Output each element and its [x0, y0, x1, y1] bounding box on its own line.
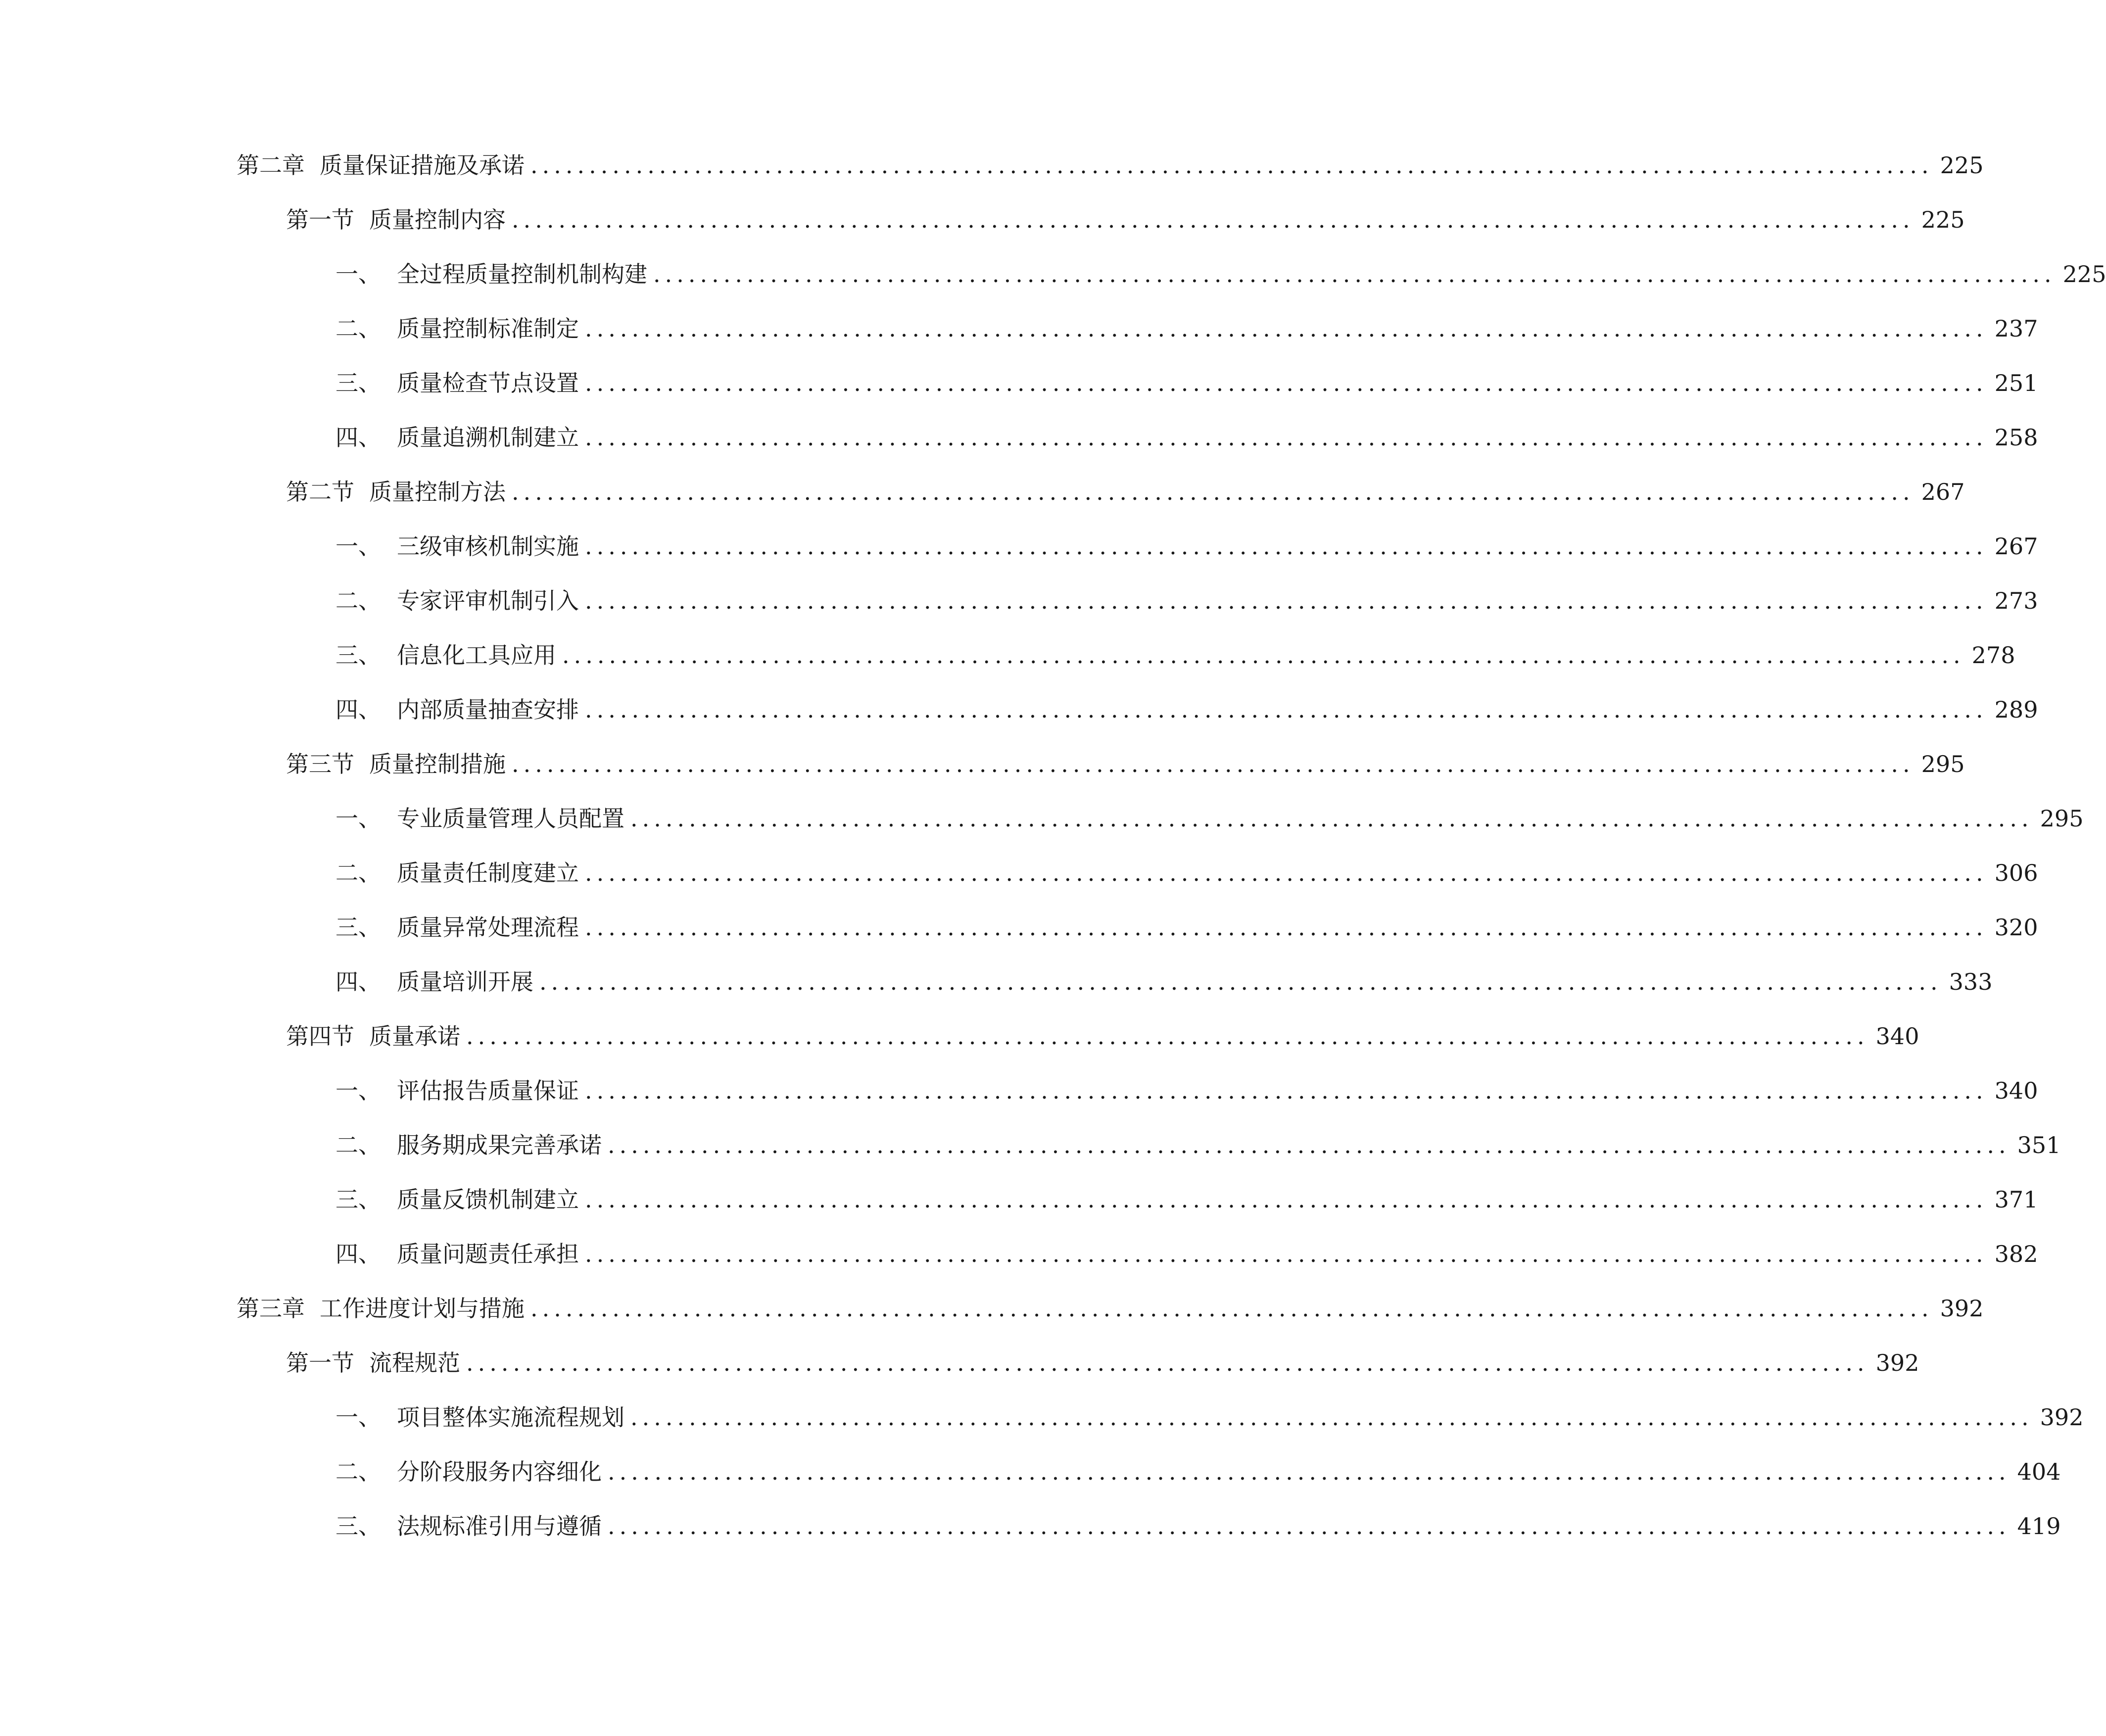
- toc-entry-number: 一、: [335, 261, 381, 288]
- toc-entry-chapter[interactable]: [237, 147, 1984, 183]
- toc-entry-title: 质量追溯机制建立: [397, 424, 579, 451]
- toc-entry-title: 质量承诺: [369, 1023, 460, 1050]
- toc-entry-number: 二、: [335, 1458, 381, 1485]
- toc-entry-page: 278: [1971, 642, 2015, 669]
- dot-leader: ........................................................................................................................: [585, 696, 1988, 723]
- toc-entry-subsection[interactable]: [335, 855, 2038, 891]
- toc-entry-page: 392: [1875, 1350, 1919, 1376]
- toc-entry-subsection[interactable]: [335, 1182, 2038, 1217]
- dot-leader: ........................................................................................................................: [608, 1132, 2010, 1158]
- toc-entry-number: 第四节: [286, 1023, 354, 1050]
- toc-entry-title: 质量异常处理流程: [397, 914, 579, 941]
- toc-entry-subsection[interactable]: [335, 1508, 2061, 1544]
- toc-entry-page: 340: [1875, 1023, 1919, 1050]
- dot-leader: ........................................................................................................................: [466, 1023, 1869, 1050]
- toc-entry-subsection[interactable]: [335, 420, 2038, 455]
- toc-entry-subsection[interactable]: [335, 1127, 2061, 1163]
- toc-entry-title: 项目整体实施流程规划: [397, 1404, 624, 1431]
- toc-entry-number: 第三节: [286, 751, 354, 777]
- dot-leader: ........................................................................................................................: [466, 1350, 1869, 1376]
- dot-leader: ........................................................................................................................: [630, 1404, 2033, 1431]
- dot-leader: ........................................................................................................................: [585, 1186, 1988, 1213]
- toc-entry-page: 225: [2062, 261, 2106, 288]
- dot-leader: ........................................................................................................................: [608, 1458, 2010, 1485]
- toc-entry-title: 专业质量管理人员配置: [397, 805, 624, 832]
- toc-entry-page: 295: [2040, 805, 2084, 832]
- toc-entry-number: 二、: [335, 315, 381, 342]
- toc-entry-title: 质量控制内容: [369, 206, 506, 233]
- dot-leader: ........................................................................................................................: [585, 533, 1988, 560]
- toc-entry-title: 服务期成果完善承诺: [397, 1132, 602, 1158]
- toc-entry-page: 251: [1994, 370, 2038, 396]
- toc-entry-chapter[interactable]: [237, 1291, 1984, 1326]
- toc-entry-number: 四、: [335, 696, 381, 723]
- toc-entry-section[interactable]: [286, 202, 1965, 238]
- toc-entry-page: 351: [2017, 1132, 2061, 1158]
- toc-entry-section[interactable]: [286, 1345, 1919, 1381]
- toc-entry-title: 三级审核机制实施: [397, 533, 579, 560]
- toc-entry-title: 评估报告质量保证: [397, 1077, 579, 1104]
- toc-entry-number: 二、: [335, 860, 381, 886]
- dot-leader: ........................................................................................................................: [512, 479, 1915, 505]
- toc-entry-number: 第一节: [286, 206, 354, 233]
- toc-entry-page: 267: [1921, 479, 1965, 505]
- toc-entry-page: 392: [1940, 1295, 1984, 1322]
- toc-entry-number: 四、: [335, 1241, 381, 1267]
- toc-entry-number: 四、: [335, 424, 381, 451]
- toc-entry-title: 质量培训开展: [397, 968, 533, 995]
- toc-entry-subsection[interactable]: [335, 1073, 2038, 1109]
- toc-entry-title: 质量检查节点设置: [397, 370, 579, 396]
- toc-entry-title: 专家评审机制引入: [397, 587, 579, 614]
- toc-entry-subsection[interactable]: [335, 311, 2038, 346]
- toc-entry-page: 340: [1994, 1077, 2038, 1104]
- toc-entry-title: 质量控制标准制定: [397, 315, 579, 342]
- toc-entry-page: 289: [1994, 696, 2038, 723]
- toc-entry-page: 237: [1994, 315, 2038, 342]
- toc-entry-number: 第二章: [237, 152, 305, 179]
- toc-entry-page: 404: [2017, 1458, 2061, 1485]
- toc-entry-number: 一、: [335, 805, 381, 832]
- toc-entry-number: 第三章: [237, 1295, 305, 1322]
- dot-leader: ........................................................................................................................: [585, 1241, 1988, 1267]
- dot-leader: ........................................................................................................................: [539, 968, 1942, 995]
- toc-entry-title: 质量保证措施及承诺: [320, 152, 525, 179]
- toc-entry-number: 一、: [335, 533, 381, 560]
- toc-entry-subsection[interactable]: [335, 1454, 2061, 1490]
- toc-entry-number: 第二节: [286, 479, 354, 505]
- toc-entry-page: 419: [2017, 1513, 2061, 1540]
- dot-leader: ........................................................................................................................: [585, 860, 1988, 886]
- toc-entry-title: 全过程质量控制机制构建: [397, 261, 647, 288]
- toc-entry-title: 质量责任制度建立: [397, 860, 579, 886]
- toc-entry-number: 二、: [335, 1132, 381, 1158]
- dot-leader: ........................................................................................................................: [585, 370, 1988, 396]
- toc-entry-subsection[interactable]: [335, 529, 2038, 564]
- toc-entry-page: 267: [1994, 533, 2038, 560]
- toc-entry-number: 一、: [335, 1077, 381, 1104]
- toc-entry-number: 三、: [335, 1186, 381, 1213]
- toc-entry-number: 三、: [335, 914, 381, 941]
- toc-entry-subsection[interactable]: [335, 583, 2038, 619]
- toc-entry-subsection[interactable]: [335, 910, 2038, 945]
- toc-entry-page: 333: [1949, 968, 1993, 995]
- dot-leader: ........................................................................................................................: [585, 315, 1988, 342]
- toc-entry-number: 三、: [335, 642, 381, 669]
- dot-leader: ........................................................................................................................: [630, 805, 2033, 832]
- toc-entry-number: 二、: [335, 587, 381, 614]
- toc-entry-subsection[interactable]: [335, 692, 2038, 727]
- dot-leader: ........................................................................................................................: [512, 751, 1915, 777]
- toc-entry-title: 质量问题责任承担: [397, 1241, 579, 1267]
- toc-entry-title: 质量控制措施: [369, 751, 506, 777]
- dot-leader: ........................................................................................................................: [585, 424, 1988, 451]
- toc-entry-subsection[interactable]: [335, 365, 2038, 401]
- toc-entry-subsection[interactable]: [335, 637, 2015, 673]
- dot-leader: ........................................................................................................................: [608, 1513, 2010, 1540]
- toc-entry-number: 第一节: [286, 1350, 354, 1376]
- toc-entry-page: 392: [2040, 1404, 2084, 1431]
- toc-entry-title: 质量控制方法: [369, 479, 506, 505]
- toc-entry-title: 信息化工具应用: [397, 642, 556, 669]
- toc-entry-title: 分阶段服务内容细化: [397, 1458, 602, 1485]
- dot-leader: ........................................................................................................................: [562, 642, 1965, 669]
- dot-leader: ........................................................................................................................: [585, 914, 1988, 941]
- dot-leader: ........................................................................................................................: [530, 1295, 1933, 1322]
- toc-entry-section[interactable]: [286, 1018, 1919, 1054]
- toc-entry-number: 三、: [335, 1513, 381, 1540]
- toc-entry-page: 258: [1994, 424, 2038, 451]
- toc-entry-subsection[interactable]: [335, 964, 1993, 1000]
- dot-leader: ........................................................................................................................: [585, 1077, 1988, 1104]
- toc-entry-subsection[interactable]: [335, 1399, 2084, 1435]
- toc-entry-page: 295: [1921, 751, 1965, 777]
- toc-entry-page: 273: [1994, 587, 2038, 614]
- toc-entry-title: 质量反馈机制建立: [397, 1186, 579, 1213]
- toc-entry-number: 一、: [335, 1404, 381, 1431]
- dot-leader: ........................................................................................................................: [530, 152, 1933, 179]
- toc-entry-title: 工作进度计划与措施: [320, 1295, 525, 1322]
- toc-entry-title: 内部质量抽查安排: [397, 696, 579, 723]
- toc-entry-page: 371: [1994, 1186, 2038, 1213]
- toc-entry-subsection[interactable]: [335, 256, 2106, 292]
- toc-entry-page: 306: [1994, 860, 2038, 886]
- dot-leader: ........................................................................................................................: [512, 206, 1915, 233]
- dot-leader: ........................................................................................................................: [585, 587, 1988, 614]
- toc-entry-page: 320: [1994, 914, 2038, 941]
- dot-leader: ........................................................................................................................: [653, 261, 2056, 288]
- toc-entry-section[interactable]: [286, 746, 1965, 782]
- toc-entry-subsection[interactable]: [335, 801, 2084, 836]
- toc-entry-number: 四、: [335, 968, 381, 995]
- toc-entry-title: 流程规范: [369, 1350, 460, 1376]
- toc-entry-title: 法规标准引用与遵循: [397, 1513, 602, 1540]
- toc-entry-number: 三、: [335, 370, 381, 396]
- toc-entry-page: 225: [1940, 152, 1984, 179]
- toc-entry-subsection[interactable]: [335, 1236, 2038, 1272]
- toc-entry-page: 382: [1994, 1241, 2038, 1267]
- toc-entry-section[interactable]: [286, 474, 1965, 510]
- toc-entry-page: 225: [1921, 206, 1965, 233]
